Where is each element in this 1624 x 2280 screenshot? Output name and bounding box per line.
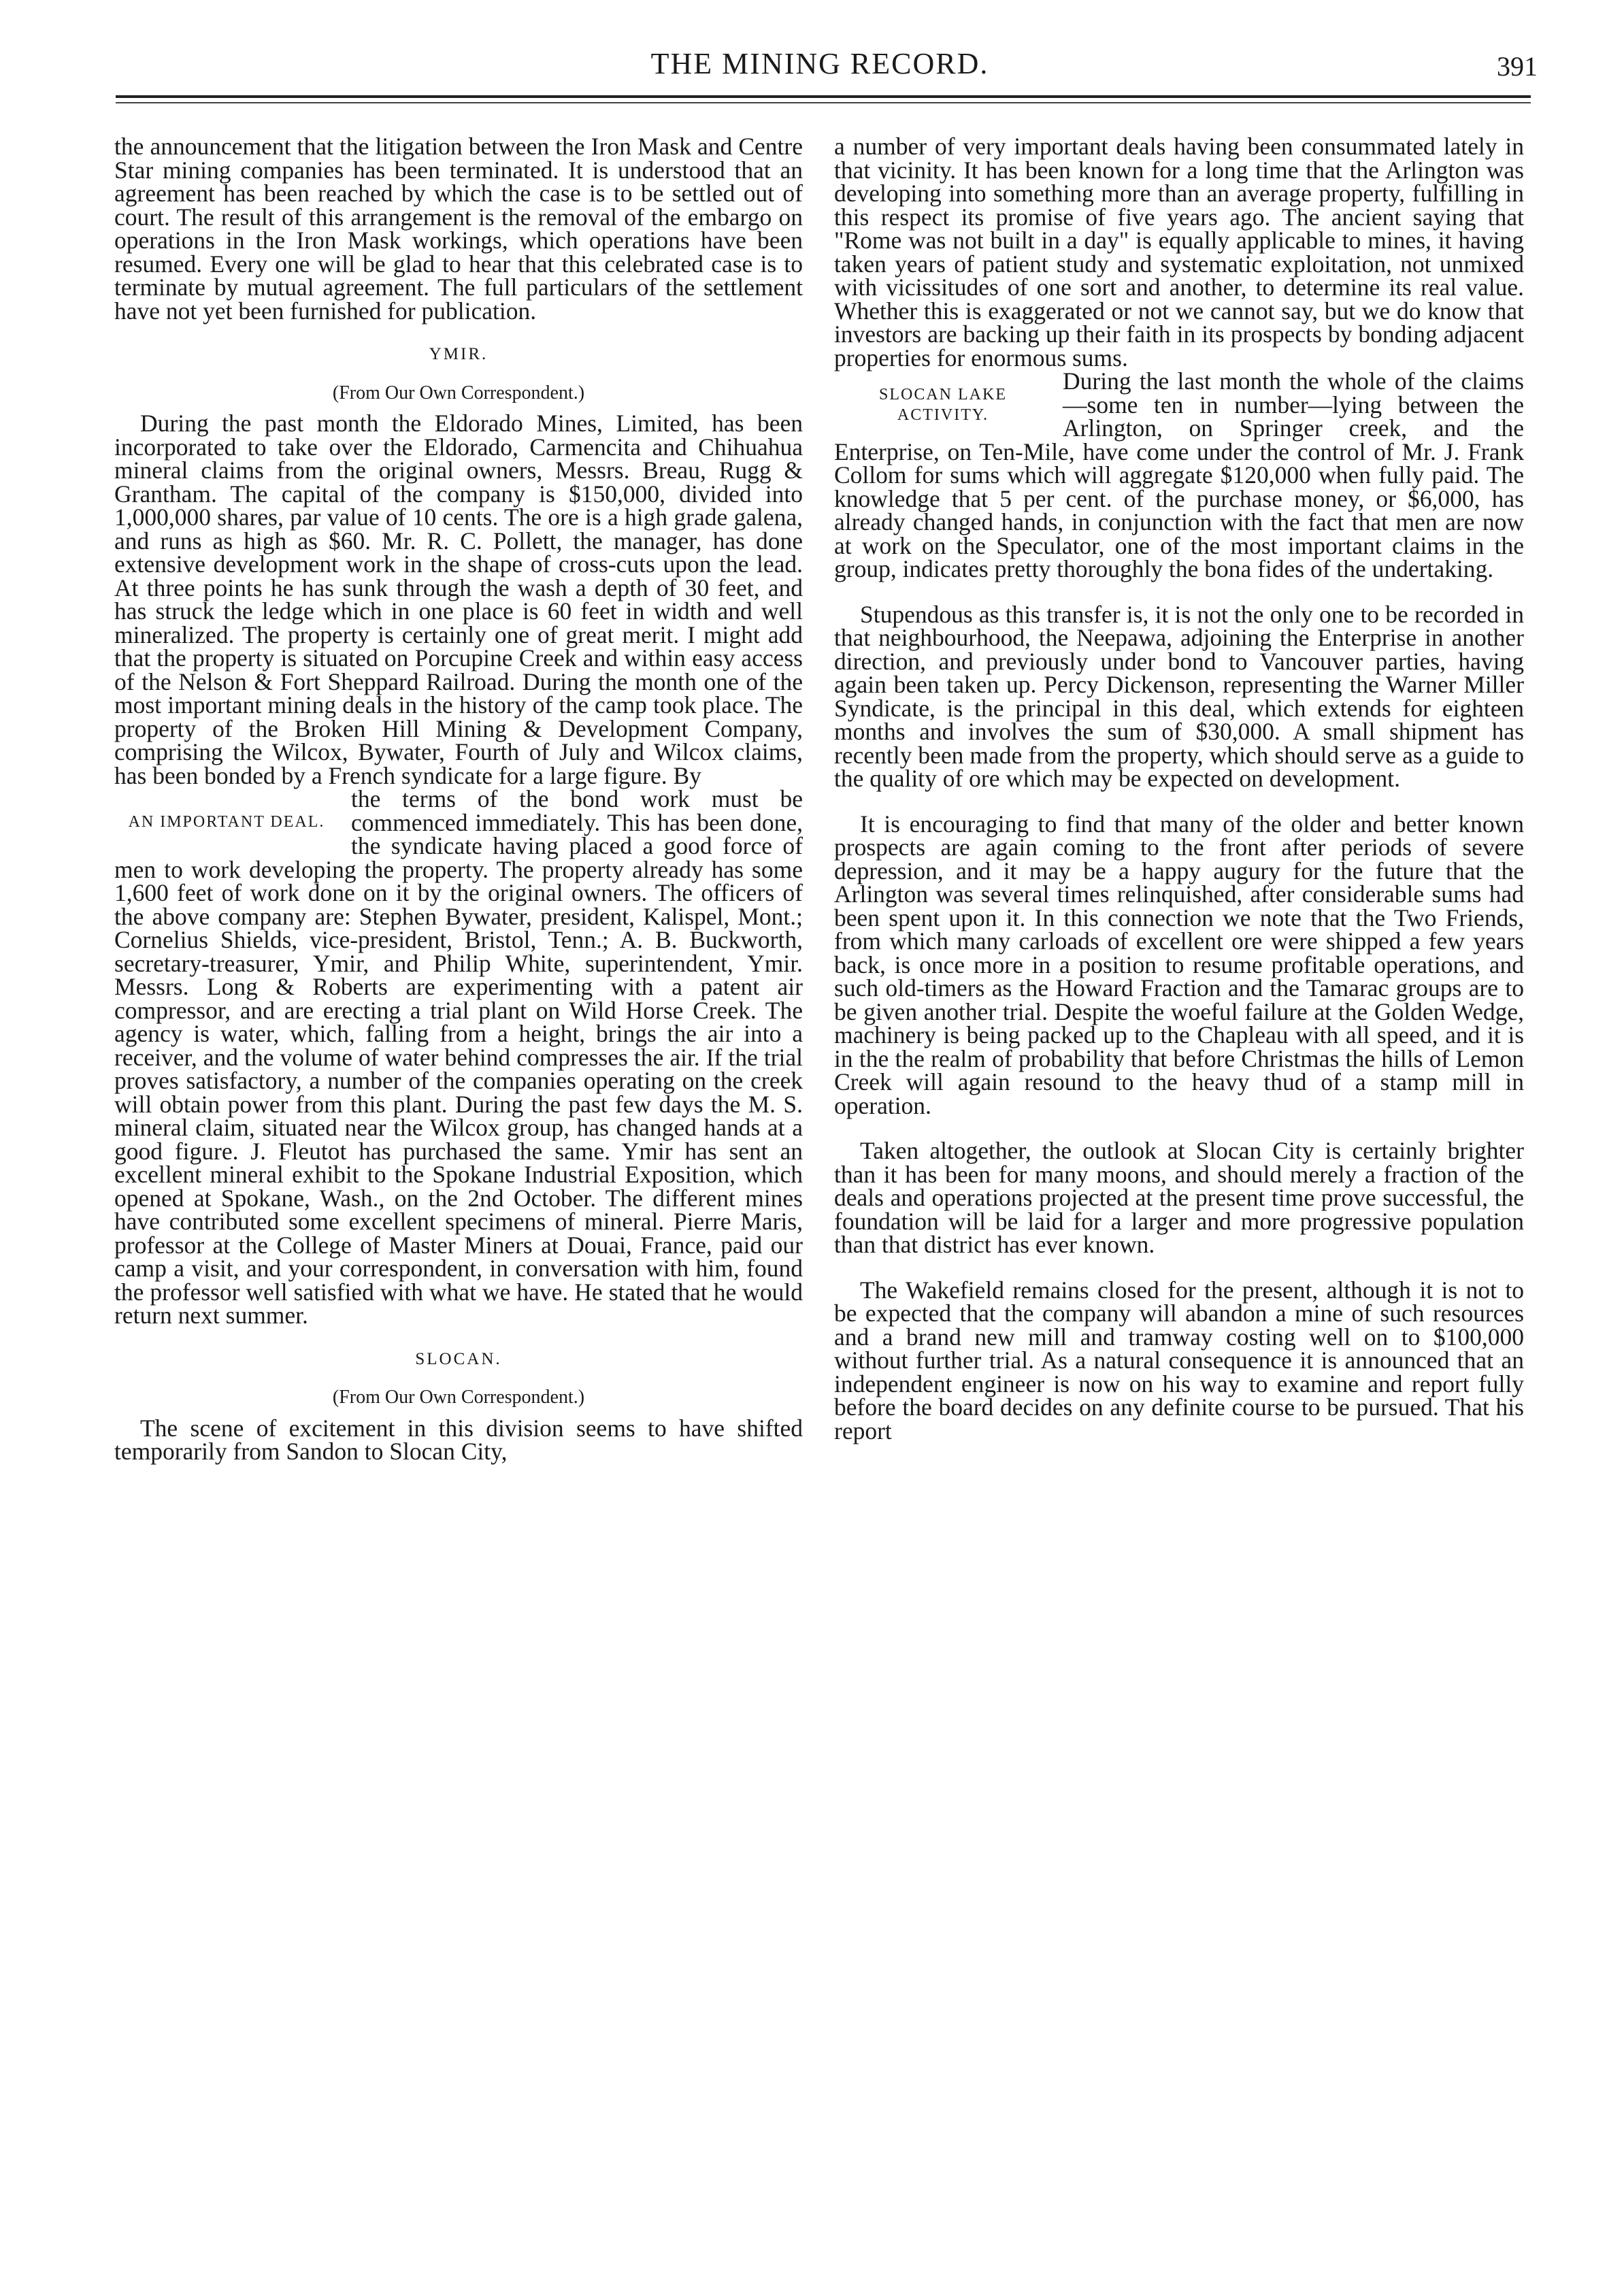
collom-deal-paragraph: During the last month the whole of the claims—some ten in number—lying between the Arlington, on Springer creek, and the Enterprise, on Ten-Mile, have come under the control of Mr. J. Frank Collom for sums which will aggregate $120,000 when fully paid. The knowledge that 5 per cent. of the purchase money, or $6,000, has already changed hands, in conjunction with the fact that men are now at work on the Speculator, one of the most important claims in the group, indicates pretty thoroughly the bona fides of the undertaking. bbox=[834, 367, 1524, 582]
right-column bbox=[834, 135, 1524, 1442]
older-prospects-paragraph: It is encouraging to find that many of the older and better known prospects are again coming to the front after periods of severe depression, and it may be a happy augury for the future that the Arlington was several times relinquished, after considerable sums had been spent upon it. In this connection we note that the Two Friends, from which many carloads of excellent ore were shipped a few years back, is once more in a position to resume profitable operations, and such old-timers as the Howard Fraction and the Tamarac groups are to be given another trial. Despite the woeful failure at the Golden Wedge, machinery is being packed up to the Chapleau with all speed, and it is in the the realm of probability that before Christmas the hills of Lemon Creek will again resound to the heavy thud of a stamp mill in operation. bbox=[834, 810, 1524, 1119]
ymir-paragraph-1: During the past month the Eldorado Mines, Limited, has been incorporated to take over the Eldorado, Carmencita and Chihuahua mineral claims from the original owners, Messrs. Breau, Rugg & Grantham. The capital of the company is $150,000, divided into 1,000,000 shares, par value of 10 cents. The ore is a high grade galena, and runs as high as $60. Mr. R. C. Pollett, the manager, has done extensive development work in the shape of cross-cuts upon the lead. At three points he has sunk through the wash a depth of 30 feet, and has struck the ledge which in one place is 60 feet in width and well mineralized. The property is certainly one of great merit. I might add that the property is situated on Porcupine Creek and within easy access of the Nelson & Fort Sheppard Railroad. During the month one of the most important mining deals in the history of the camp took place. The property of the Broken Hill Mining & Development Company, comprising the Wilcox, Bywater, Fourth of July and Wilcox claims, has been bonded by a French syndicate for a large figure. By bbox=[114, 410, 803, 789]
ymir-heading: YMIR. bbox=[429, 345, 488, 363]
slocan-heading: SLOCAN. bbox=[415, 1349, 502, 1368]
sidehead-slocan-lake-activity: SLOCAN LAKE ACTIVITY. bbox=[879, 386, 1007, 424]
publication-title: THE MINING RECORD. bbox=[650, 47, 989, 80]
outlook-paragraph: Taken altogether, the outlook at Slocan City is certainly brighter than it has been for many moons, and should merely a fraction of the deals and operations projected at the present time prove successful, the foundation will be laid for a larger and more progressive population than that district has ever known. bbox=[834, 1137, 1524, 1258]
slocan-paragraph-1: The scene of excitement in this division seems to have shifted temporarily from Sandon to Slocan City, bbox=[114, 1414, 803, 1465]
slocan-correspondent-line: (From Our Own Correspondent.) bbox=[332, 1387, 585, 1408]
page-header bbox=[102, 41, 1538, 88]
page-number: 391 bbox=[1497, 51, 1538, 82]
left-column bbox=[114, 135, 803, 1464]
iron-mask-paragraph: the announcement that the litigation between the Iron Mask and Centre Star mining companies has been terminated. It is understood that an agreement has been reached by which the case is to be settled out of court. The result of this arrangement is the removal of the embargo on operations in the Iron Mask workings, which operations have been resumed. Every one will be glad to hear that this celebrated case is to terminate by mutual agreement. The full particulars of the settlement have not yet been furnished for publication. bbox=[114, 133, 803, 325]
ymir-paragraph-2: the terms of the bond work must be commenced immediately. This has been done, the syndicate having placed a good force of men to work developing the property. The property already has some 1,600 feet of work done on it by the original owners. The officers of the above company are: Stephen Bywater, president, Kalispel, Mont.; Cornelius Shields, vice-president, Bristol, Tenn.; A. B. Buckworth, secretary-treasurer, Ymir, and Philip White, superintendent, Ymir. Messrs. Long & Roberts are experimenting with a patent air compressor, and are erecting a trial plant on Wild Horse Creek. The agency is water, which, falling from a height, brings the air into a receiver, and the volume of water behind compresses the air. If the trial proves satisfactory, a number of the companies operating on the creek will obtain power from this plant. During the past few days the M. S. mineral claim, situated near the Wilcox group, has changed hands at a good figure. J. Fleutot has purchased the same. Ymir has sent an excellent mineral exhibit to the Spokane Industrial Exposition, which opened at Spokane, Wash., on the 2nd October. The different mines have contributed some excellent specimens of mineral. Pierre Maris, professor at the College of Master Miners at Douai, France, paid our camp a visit, and your correspondent, in conversation with him, found the professor well satisfied with what we have. He stated that he would return next summer. bbox=[114, 785, 803, 1329]
header-rule-thin bbox=[116, 102, 1531, 103]
ymir-correspondent-line: (From Our Own Correspondent.) bbox=[332, 382, 585, 403]
arlington-paragraph: a number of very important deals having been consummated lately in that vicinity. It has been known for a long time that the Arlington was developing into something more than an average property, fulfilling in this respect its promise of five years ago. The ancient saying that "Rome was not built in a day" is equally applicable to mines, it having taken years of patient study and systematic exploitation, not unmixed with vicissitudes of one sort and another, to determine its real value. Whether this is exaggerated or not we cannot say, but we do know that investors are backing up their faith in its prospects by bonding adjacent properties for enormous sums. bbox=[834, 133, 1524, 371]
neepawa-paragraph: Stupendous as this transfer is, it is not the only one to be recorded in that neighbourhood, the Neepawa, adjoining the Enterprise in another direction, and previously under bond to Vancouver parties, having again been taken up. Percy Dickenson, representing the Warner Miller Syndicate, is the principal in this deal, which extends for eighteen months and involves the sum of $30,000. A small shipment has recently been made from the property, which should serve as a guide to the quality of ore which may be expected on development. bbox=[834, 600, 1524, 792]
wakefield-paragraph: The Wakefield remains closed for the present, although it is not to be expected that the company will abandon a mine of such resources and a brand new mill and tramway costing well on to $100,000 without further trial. As a natural consequence it is announced that an independent engineer is now on his way to examine and report fully before the board decides on any definite course to be pursued. That his report bbox=[834, 1276, 1524, 1444]
header-rule-thick bbox=[116, 95, 1531, 98]
sidehead-important-deal: AN IMPORTANT DEAL. bbox=[128, 813, 325, 831]
